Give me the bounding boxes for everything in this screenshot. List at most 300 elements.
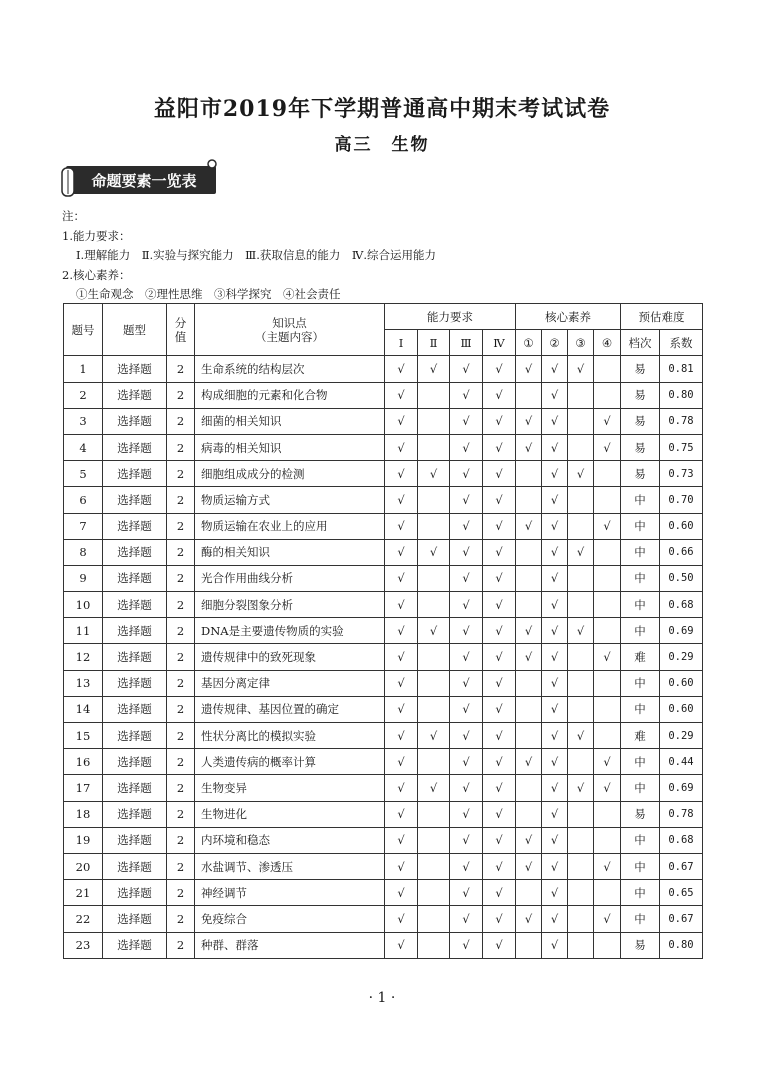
cell-score: 2 xyxy=(167,592,195,618)
cell-topic: 神经调节 xyxy=(195,880,385,906)
cell-ability-check: √ xyxy=(483,775,516,801)
cell-type: 选择题 xyxy=(103,408,167,434)
table-row xyxy=(64,723,703,749)
cell-ability-check: √ xyxy=(385,827,418,853)
cell-type: 选择题 xyxy=(103,932,167,958)
cell-ability-check: √ xyxy=(418,775,450,801)
cell-level: 易 xyxy=(621,932,660,958)
cell-ability-check xyxy=(418,592,450,618)
cell-ability-check: √ xyxy=(483,565,516,591)
cell-type: 选择题 xyxy=(103,775,167,801)
header-difficulty-level: 档次 xyxy=(621,330,660,356)
cell-type: 选择题 xyxy=(103,670,167,696)
table-row xyxy=(64,644,703,670)
cell-score: 2 xyxy=(167,487,195,513)
cell-literacy-check xyxy=(568,906,594,932)
cell-ability-check: √ xyxy=(450,827,483,853)
cell-level: 中 xyxy=(621,565,660,591)
header-ability: 能力要求 xyxy=(385,304,516,330)
cell-ability-check: √ xyxy=(385,749,418,775)
cell-num: 9 xyxy=(64,565,103,591)
cell-type: 选择题 xyxy=(103,539,167,565)
cell-literacy-check xyxy=(568,434,594,460)
cell-ability-check: √ xyxy=(483,801,516,827)
cell-ability-check: √ xyxy=(418,461,450,487)
cell-topic: 物质运输在农业上的应用 xyxy=(195,513,385,539)
cell-level: 中 xyxy=(621,880,660,906)
cell-ability-check: √ xyxy=(483,853,516,879)
cell-literacy-check xyxy=(568,487,594,513)
cell-literacy-check xyxy=(594,565,621,591)
cell-topic: 内环境和稳态 xyxy=(195,827,385,853)
cell-ability-check: √ xyxy=(450,618,483,644)
cell-literacy-check xyxy=(516,696,542,722)
table-row xyxy=(64,775,703,801)
cell-coef: 0.68 xyxy=(660,592,703,618)
table-row xyxy=(64,408,703,434)
header-score-text: 分值 xyxy=(174,315,187,344)
cell-literacy-check xyxy=(594,461,621,487)
cell-literacy-check xyxy=(594,670,621,696)
cell-ability-check: √ xyxy=(483,408,516,434)
cell-literacy-check xyxy=(516,801,542,827)
cell-coef: 0.69 xyxy=(660,775,703,801)
cell-topic: 免疫综合 xyxy=(195,906,385,932)
cell-literacy-check xyxy=(594,356,621,382)
cell-score: 2 xyxy=(167,670,195,696)
cell-literacy-check xyxy=(568,932,594,958)
cell-ability-check: √ xyxy=(385,513,418,539)
cell-score: 2 xyxy=(167,356,195,382)
cell-literacy-check: √ xyxy=(542,513,568,539)
table-row xyxy=(64,618,703,644)
cell-type: 选择题 xyxy=(103,696,167,722)
cell-ability-check: √ xyxy=(385,906,418,932)
cell-ability-check: √ xyxy=(385,644,418,670)
header-difficulty-coef: 系数 xyxy=(660,330,703,356)
cell-literacy-check: √ xyxy=(542,356,568,382)
cell-num: 18 xyxy=(64,801,103,827)
literacy-heading: 2.核心素养： xyxy=(62,267,131,282)
cell-literacy-check: √ xyxy=(568,775,594,801)
table-row xyxy=(64,434,703,460)
cell-type: 选择题 xyxy=(103,827,167,853)
cell-ability-check: √ xyxy=(483,513,516,539)
cell-literacy-check: √ xyxy=(542,749,568,775)
cell-ability-check: √ xyxy=(450,723,483,749)
banner-scroll xyxy=(60,158,220,198)
cell-ability-check: √ xyxy=(450,880,483,906)
cell-score: 2 xyxy=(167,644,195,670)
cell-literacy-check: √ xyxy=(568,539,594,565)
cell-topic: 酶的相关知识 xyxy=(195,539,385,565)
cell-score: 2 xyxy=(167,618,195,644)
cell-literacy-check xyxy=(594,696,621,722)
cell-ability-check: √ xyxy=(483,827,516,853)
cell-literacy-check: √ xyxy=(542,382,568,408)
cell-ability-check: √ xyxy=(483,461,516,487)
page-number: · 1 · xyxy=(368,990,396,1006)
cell-level: 难 xyxy=(621,644,660,670)
cell-literacy-check: √ xyxy=(516,749,542,775)
cell-ability-check xyxy=(418,749,450,775)
table-row xyxy=(64,356,703,382)
cell-type: 选择题 xyxy=(103,434,167,460)
cell-coef: 0.50 xyxy=(660,565,703,591)
cell-type: 选择题 xyxy=(103,906,167,932)
cell-coef: 0.44 xyxy=(660,749,703,775)
cell-score: 2 xyxy=(167,723,195,749)
cell-literacy-check: √ xyxy=(516,618,542,644)
cell-type: 选择题 xyxy=(103,487,167,513)
cell-literacy-check: √ xyxy=(542,801,568,827)
cell-score: 2 xyxy=(167,880,195,906)
cell-literacy-check xyxy=(516,539,542,565)
cell-topic: 人类遗传病的概率计算 xyxy=(195,749,385,775)
cell-coef: 0.65 xyxy=(660,880,703,906)
cell-num: 21 xyxy=(64,880,103,906)
cell-ability-check: √ xyxy=(450,644,483,670)
cell-coef: 0.29 xyxy=(660,723,703,749)
cell-num: 3 xyxy=(64,408,103,434)
header-ability-col: Ⅲ xyxy=(450,330,483,356)
cell-literacy-check xyxy=(568,801,594,827)
cell-topic: 生物进化 xyxy=(195,801,385,827)
cell-literacy-check: √ xyxy=(594,853,621,879)
cell-literacy-check: √ xyxy=(542,775,568,801)
cell-literacy-check xyxy=(516,932,542,958)
cell-ability-check: √ xyxy=(385,408,418,434)
cell-coef: 0.80 xyxy=(660,932,703,958)
cell-literacy-check: √ xyxy=(542,906,568,932)
cell-literacy-check: √ xyxy=(542,880,568,906)
cell-literacy-check xyxy=(516,670,542,696)
cell-literacy-check xyxy=(516,382,542,408)
cell-type: 选择题 xyxy=(103,618,167,644)
cell-ability-check: √ xyxy=(450,775,483,801)
cell-literacy-check: √ xyxy=(542,932,568,958)
cell-literacy-check: √ xyxy=(516,906,542,932)
cell-level: 中 xyxy=(621,487,660,513)
cell-literacy-check: √ xyxy=(568,618,594,644)
cell-level: 中 xyxy=(621,906,660,932)
table-row xyxy=(64,487,703,513)
cell-literacy-check xyxy=(594,618,621,644)
cell-num: 17 xyxy=(64,775,103,801)
cell-ability-check: √ xyxy=(483,906,516,932)
cell-coef: 0.60 xyxy=(660,670,703,696)
cell-coef: 0.78 xyxy=(660,801,703,827)
cell-level: 易 xyxy=(621,408,660,434)
table-row xyxy=(64,565,703,591)
cell-topic: 物质运输方式 xyxy=(195,487,385,513)
cell-literacy-check: √ xyxy=(594,408,621,434)
cell-coef: 0.29 xyxy=(660,644,703,670)
cell-type: 选择题 xyxy=(103,749,167,775)
header-topic-line2: （主题内容） xyxy=(255,329,324,344)
cell-topic: 遗传规律、基因位置的确定 xyxy=(195,696,385,722)
cell-ability-check: √ xyxy=(483,670,516,696)
cell-ability-check: √ xyxy=(483,487,516,513)
cell-literacy-check xyxy=(568,408,594,434)
cell-topic: 遗传规律中的致死现象 xyxy=(195,644,385,670)
cell-literacy-check: √ xyxy=(542,592,568,618)
cell-ability-check xyxy=(418,408,450,434)
cell-ability-check xyxy=(418,513,450,539)
cell-coef: 0.78 xyxy=(660,408,703,434)
cell-ability-check: √ xyxy=(385,356,418,382)
cell-ability-check: √ xyxy=(385,539,418,565)
cell-ability-check: √ xyxy=(450,853,483,879)
cell-literacy-check xyxy=(594,487,621,513)
cell-num: 10 xyxy=(64,592,103,618)
cell-literacy-check: √ xyxy=(542,618,568,644)
cell-literacy-check xyxy=(568,827,594,853)
cell-ability-check: √ xyxy=(450,408,483,434)
cell-ability-check xyxy=(418,906,450,932)
cell-ability-check: √ xyxy=(450,696,483,722)
cell-ability-check: √ xyxy=(385,775,418,801)
cell-ability-check: √ xyxy=(483,539,516,565)
cell-score: 2 xyxy=(167,749,195,775)
cell-topic: 光合作用曲线分析 xyxy=(195,565,385,591)
cell-literacy-check: √ xyxy=(594,775,621,801)
header-literacy-col: ① xyxy=(516,330,542,356)
cell-literacy-check xyxy=(568,565,594,591)
cell-level: 中 xyxy=(621,749,660,775)
cell-ability-check xyxy=(418,880,450,906)
table-body xyxy=(64,356,703,958)
cell-type: 选择题 xyxy=(103,382,167,408)
header-literacy-col: ④ xyxy=(594,330,621,356)
cell-ability-check: √ xyxy=(483,434,516,460)
header-literacy: 核心素养 xyxy=(516,304,621,330)
cell-ability-check: √ xyxy=(450,932,483,958)
cell-type: 选择题 xyxy=(103,853,167,879)
cell-literacy-check: √ xyxy=(594,513,621,539)
ability-heading: 1.能力要求： xyxy=(62,228,131,243)
table-row xyxy=(64,906,703,932)
cell-score: 2 xyxy=(167,513,195,539)
header-literacy-col: ③ xyxy=(568,330,594,356)
cell-type: 选择题 xyxy=(103,513,167,539)
table-row xyxy=(64,801,703,827)
cell-topic: 细胞分裂图象分析 xyxy=(195,592,385,618)
cell-score: 2 xyxy=(167,906,195,932)
cell-literacy-check xyxy=(568,749,594,775)
cell-literacy-check: √ xyxy=(568,461,594,487)
table-row xyxy=(64,932,703,958)
cell-num: 7 xyxy=(64,513,103,539)
cell-ability-check: √ xyxy=(483,880,516,906)
cell-ability-check: √ xyxy=(385,723,418,749)
cell-ability-check: √ xyxy=(385,382,418,408)
cell-level: 中 xyxy=(621,775,660,801)
header-score xyxy=(167,304,195,356)
cell-literacy-check xyxy=(516,592,542,618)
cell-type: 选择题 xyxy=(103,461,167,487)
cell-literacy-check: √ xyxy=(542,539,568,565)
cell-score: 2 xyxy=(167,565,195,591)
cell-ability-check: √ xyxy=(450,434,483,460)
cell-coef: 0.66 xyxy=(660,539,703,565)
banner-text: 命题要素一览表 xyxy=(91,172,197,190)
table-row xyxy=(64,827,703,853)
notes xyxy=(62,207,436,305)
cell-topic: 水盐调节、渗透压 xyxy=(195,853,385,879)
cell-score: 2 xyxy=(167,539,195,565)
cell-literacy-check: √ xyxy=(568,356,594,382)
cell-type: 选择题 xyxy=(103,801,167,827)
table-row xyxy=(64,382,703,408)
cell-score: 2 xyxy=(167,853,195,879)
cell-ability-check: √ xyxy=(418,356,450,382)
cell-ability-check: √ xyxy=(483,644,516,670)
cell-topic: 生物变异 xyxy=(195,775,385,801)
cell-literacy-check: √ xyxy=(568,723,594,749)
table-row xyxy=(64,513,703,539)
cell-score: 2 xyxy=(167,696,195,722)
cell-num: 12 xyxy=(64,644,103,670)
cell-num: 2 xyxy=(64,382,103,408)
cell-num: 14 xyxy=(64,696,103,722)
header-ability-col: Ⅰ xyxy=(385,330,418,356)
page-subtitle: 高三 生物 xyxy=(334,135,430,155)
cell-ability-check: √ xyxy=(418,539,450,565)
cell-literacy-check xyxy=(594,592,621,618)
cell-literacy-check: √ xyxy=(594,434,621,460)
cell-coef: 0.68 xyxy=(660,827,703,853)
cell-ability-check: √ xyxy=(385,801,418,827)
header-literacy-col: ② xyxy=(542,330,568,356)
cell-literacy-check xyxy=(516,565,542,591)
cell-ability-check: √ xyxy=(450,356,483,382)
cell-num: 4 xyxy=(64,434,103,460)
cell-literacy-check xyxy=(594,801,621,827)
cell-level: 中 xyxy=(621,539,660,565)
exam-element-table xyxy=(63,303,703,959)
header-ability-col: Ⅳ xyxy=(483,330,516,356)
cell-ability-check xyxy=(418,827,450,853)
cell-level: 中 xyxy=(621,592,660,618)
cell-num: 8 xyxy=(64,539,103,565)
cell-topic: DNA是主要遗传物质的实验 xyxy=(195,618,385,644)
cell-literacy-check xyxy=(568,592,594,618)
cell-topic: 基因分离定律 xyxy=(195,670,385,696)
table-row xyxy=(64,749,703,775)
cell-literacy-check xyxy=(594,539,621,565)
cell-coef: 0.60 xyxy=(660,513,703,539)
cell-ability-check: √ xyxy=(385,618,418,644)
cell-score: 2 xyxy=(167,461,195,487)
header-ability-col: Ⅱ xyxy=(418,330,450,356)
cell-score: 2 xyxy=(167,827,195,853)
header-topic-line1: 知识点 xyxy=(272,315,307,330)
cell-ability-check: √ xyxy=(483,932,516,958)
cell-coef: 0.69 xyxy=(660,618,703,644)
cell-ability-check xyxy=(418,434,450,460)
cell-literacy-check xyxy=(594,880,621,906)
cell-coef: 0.75 xyxy=(660,434,703,460)
cell-ability-check: √ xyxy=(450,487,483,513)
cell-level: 易 xyxy=(621,801,660,827)
cell-score: 2 xyxy=(167,932,195,958)
cell-ability-check xyxy=(418,487,450,513)
cell-literacy-check xyxy=(568,644,594,670)
cell-literacy-check: √ xyxy=(542,853,568,879)
cell-score: 2 xyxy=(167,382,195,408)
cell-ability-check: √ xyxy=(385,461,418,487)
cell-literacy-check: √ xyxy=(516,356,542,382)
cell-ability-check: √ xyxy=(450,539,483,565)
cell-literacy-check: √ xyxy=(542,827,568,853)
cell-topic: 生命系统的结构层次 xyxy=(195,356,385,382)
cell-num: 15 xyxy=(64,723,103,749)
cell-type: 选择题 xyxy=(103,592,167,618)
cell-literacy-check: √ xyxy=(542,723,568,749)
cell-topic: 性状分离比的模拟实验 xyxy=(195,723,385,749)
cell-score: 2 xyxy=(167,801,195,827)
cell-literacy-check: √ xyxy=(542,408,568,434)
cell-literacy-check: √ xyxy=(516,644,542,670)
cell-ability-check: √ xyxy=(450,670,483,696)
notes-label: 注： xyxy=(62,209,85,223)
cell-literacy-check xyxy=(594,932,621,958)
cell-ability-check xyxy=(418,696,450,722)
cell-literacy-check xyxy=(516,880,542,906)
cell-literacy-check xyxy=(568,513,594,539)
cell-ability-check: √ xyxy=(385,565,418,591)
cell-literacy-check xyxy=(516,775,542,801)
cell-coef: 0.81 xyxy=(660,356,703,382)
cell-topic: 构成细胞的元素和化合物 xyxy=(195,382,385,408)
cell-score: 2 xyxy=(167,434,195,460)
cell-num: 5 xyxy=(64,461,103,487)
cell-ability-check: √ xyxy=(385,880,418,906)
cell-ability-check xyxy=(418,382,450,408)
cell-topic: 种群、群落 xyxy=(195,932,385,958)
page-title: 益阳市2019年下学期普通高中期末考试试卷 xyxy=(153,96,611,122)
cell-coef: 0.73 xyxy=(660,461,703,487)
cell-ability-check: √ xyxy=(483,618,516,644)
cell-ability-check: √ xyxy=(418,618,450,644)
header-difficulty: 预估难度 xyxy=(621,304,703,330)
table-row xyxy=(64,539,703,565)
cell-ability-check xyxy=(418,801,450,827)
cell-literacy-check xyxy=(568,696,594,722)
cell-literacy-check xyxy=(568,853,594,879)
cell-level: 难 xyxy=(621,723,660,749)
cell-num: 19 xyxy=(64,827,103,853)
cell-ability-check: √ xyxy=(450,565,483,591)
cell-ability-check: √ xyxy=(450,801,483,827)
cell-literacy-check xyxy=(516,461,542,487)
cell-ability-check: √ xyxy=(385,696,418,722)
cell-literacy-check: √ xyxy=(594,644,621,670)
table-row xyxy=(64,696,703,722)
cell-num: 11 xyxy=(64,618,103,644)
cell-num: 23 xyxy=(64,932,103,958)
cell-literacy-check xyxy=(516,723,542,749)
cell-literacy-check xyxy=(568,880,594,906)
cell-type: 选择题 xyxy=(103,565,167,591)
cell-coef: 0.67 xyxy=(660,853,703,879)
cell-literacy-check xyxy=(594,827,621,853)
ability-items: Ⅰ.理解能力 Ⅱ.实验与探究能力 Ⅲ.获取信息的能力 Ⅳ.综合运用能力 xyxy=(76,248,437,262)
cell-level: 中 xyxy=(621,670,660,696)
cell-literacy-check: √ xyxy=(542,696,568,722)
cell-ability-check xyxy=(418,644,450,670)
